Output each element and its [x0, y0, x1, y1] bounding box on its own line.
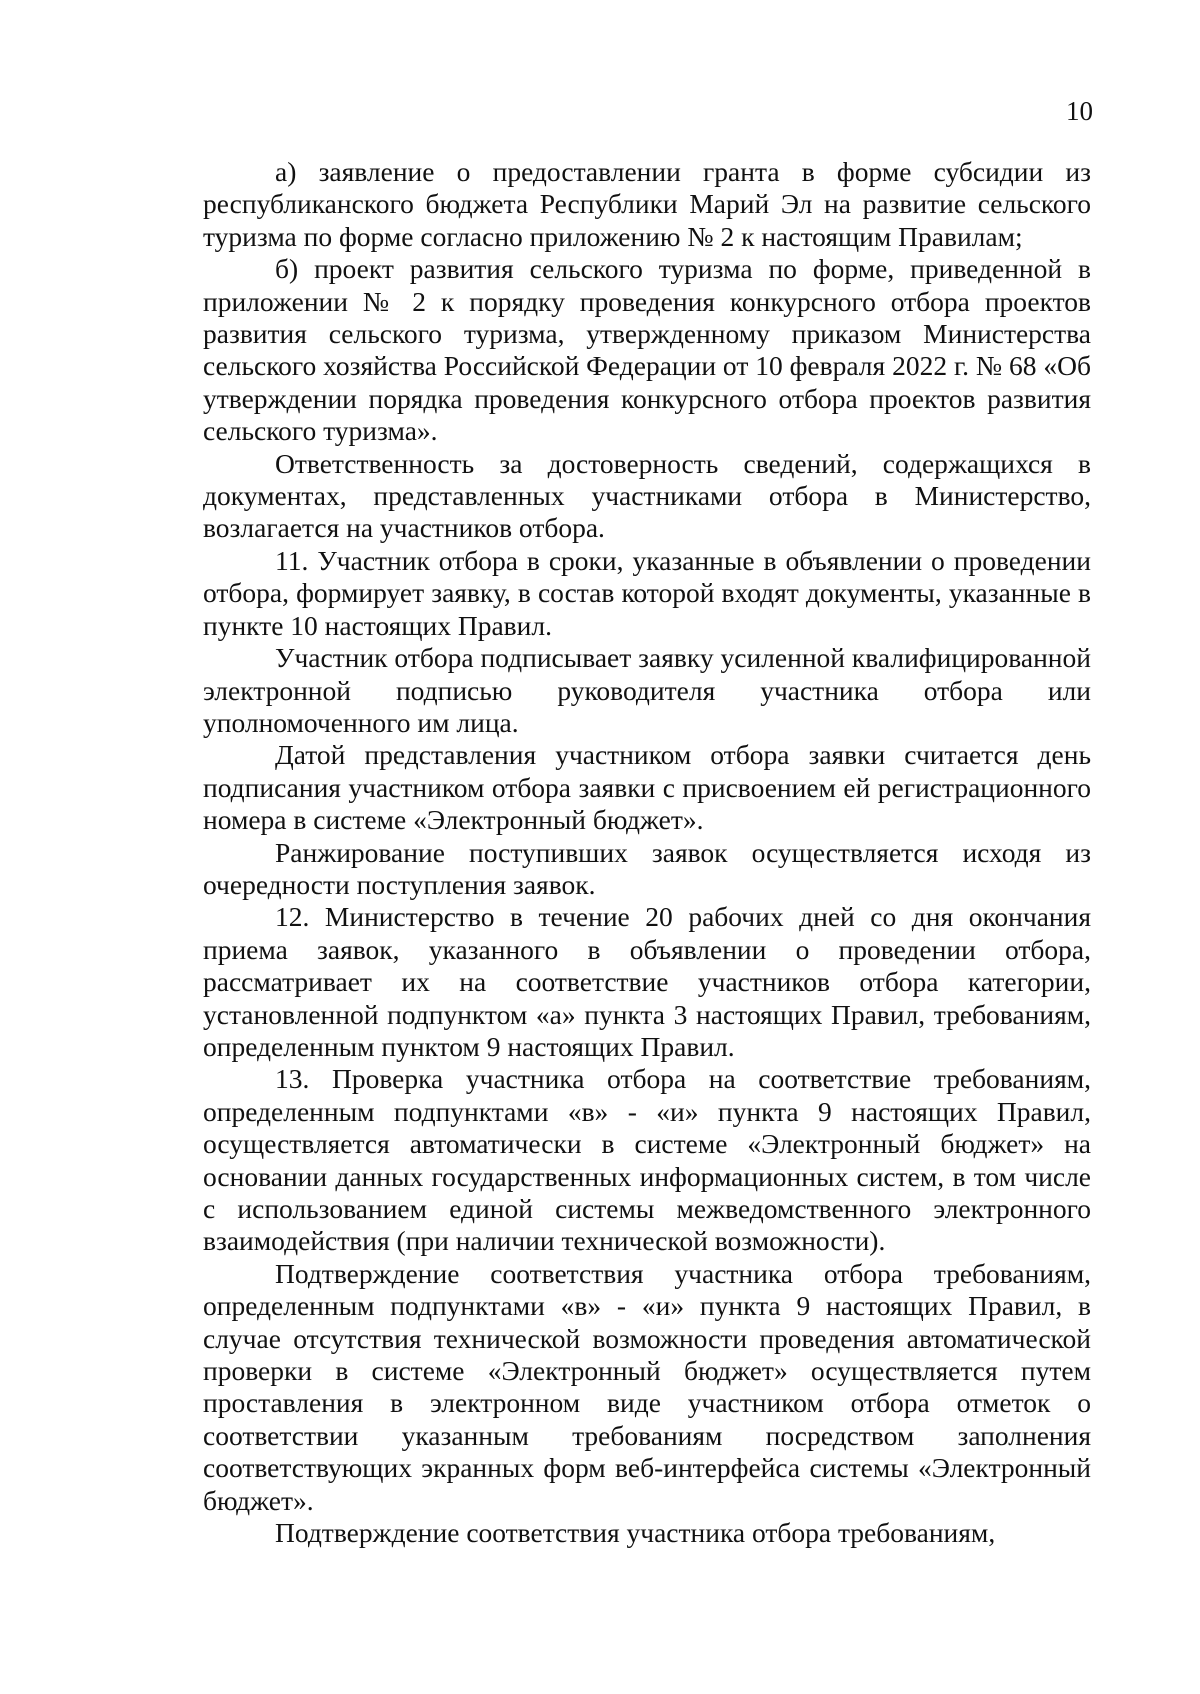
paragraph-responsibility: Ответственность за достоверность сведений, содержащихся в документах, представленных участниками отбора в Министерство, возлагается на участников отбора. — [203, 447, 1091, 544]
paragraph-12: 12. Министерство в течение 20 рабочих дней со дня окончания приема заявок, указанного в объявлении о проведении отбора, рассматривает их на соответствие участников отбора категории, установленной подпунктом «а» пункта 3 настоящих Правил, требованиям, определенным пунктом 9 настоящих Правил. — [203, 901, 1091, 1062]
paragraph-confirmation-continued: Подтверждение соответствия участника отбора требованиям, — [275, 1517, 996, 1549]
paragraph-11: 11. Участник отбора в сроки, указанные в объявлении о проведении отбора, формирует заявку, в состав которой входят документы, указанные в пункте 10 настоящих Правил. — [203, 544, 1091, 641]
paragraph-ranking: Ранжирование поступивших заявок осуществляется исходя из очередности поступления заявок. — [203, 836, 1091, 900]
paragraph-item-b: б) проект развития сельского туризма по форме, приведенной в приложении № 2 к порядку проведения конкурсного отбора проектов развития сельского туризма, утвержденному приказом Министерства сельского хозяйства Российской Федерации от 10 февраля 2022 г. № 68 «Об утверждении порядка проведения конкурсного отбора проектов развития сельского туризма». — [203, 253, 1091, 447]
paragraph-confirmation: Подтверждение соответствия участника отбора требованиям, определенным подпунктами «в» - «и» пункта 9 настоящих Правил, в случае отсутствия технической возможности проведения автоматической проверки в системе «Электронный бюджет» осуществляется путем проставления в электронном виде участником отбора отметок о соответствии указанным требованиям посредством заполнения соответствующих экранных форм веб-интерфейса системы «Электронный бюджет». — [203, 1257, 1091, 1516]
paragraph-signature: Участник отбора подписывает заявку усиленной квалифицированной электронной подписью руководителя участника отбора или уполномоченного им лица. — [203, 642, 1091, 738]
paragraph-13: 13. Проверка участника отбора на соответствие требованиям, определенным подпунктами «в» - «и» пункта 9 настоящих Правил, осуществляется автоматически в системе «Электронный бюджет» на основании данных государственных информационных систем, в том числе с использованием единой системы межведомственного электронного взаимодействия (при наличии технической возможности). — [203, 1063, 1091, 1257]
document-body — [203, 156, 1091, 1549]
paragraph-submission-date: Датой представления участником отбора заявки считается день подписания участником отбора заявки с присвоением ей регистрационного номера в системе «Электронный бюджет». — [203, 739, 1091, 836]
page-number: 10 — [1066, 96, 1093, 126]
paragraph-item-a: а) заявление о предоставлении гранта в форме субсидии из республиканского бюджета Республики Марий Эл на развитие сельского туризма по форме согласно приложению № 2 к настоящим Правилам; — [203, 156, 1091, 252]
